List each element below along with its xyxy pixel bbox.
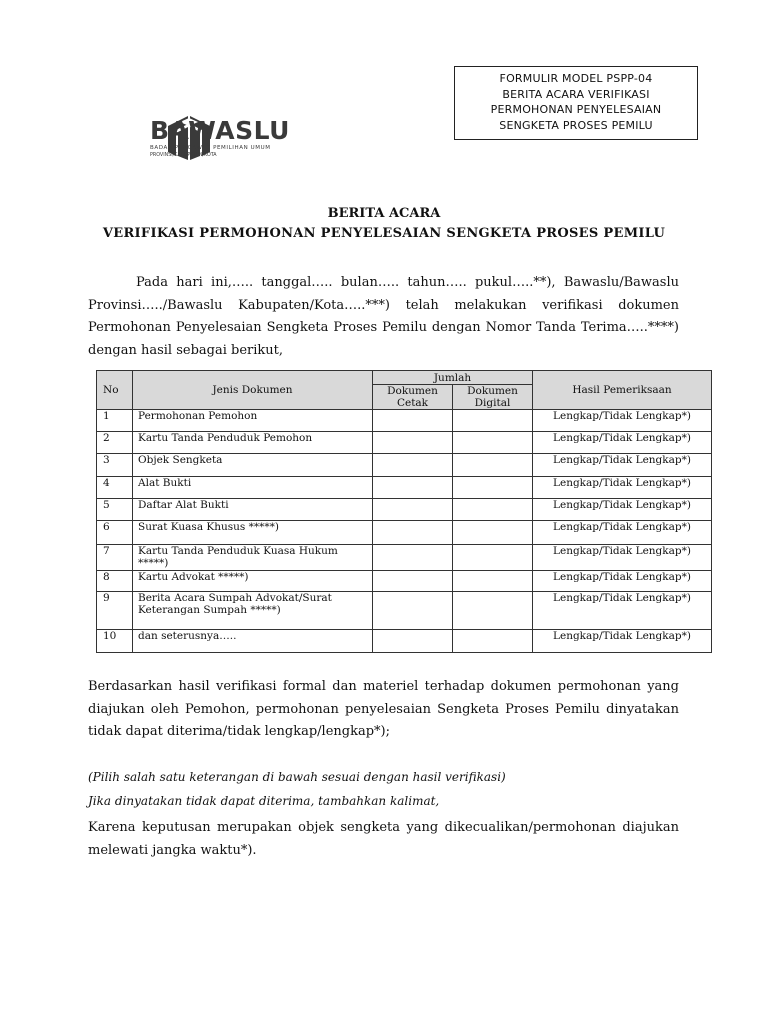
row-hasil-pemeriksaan: Lengkap/Tidak Lengkap*)	[533, 432, 712, 454]
row-dokumen-digital	[453, 499, 533, 521]
row-number: 9	[97, 592, 133, 630]
row-hasil-pemeriksaan: Lengkap/Tidak Lengkap*)	[533, 630, 712, 653]
row-number: 3	[97, 454, 133, 477]
row-dokumen-cetak	[373, 499, 453, 521]
row-dokumen-cetak	[373, 410, 453, 432]
row-number: 5	[97, 499, 133, 521]
row-dokumen-digital	[453, 454, 533, 477]
row-number: 2	[97, 432, 133, 454]
document-table-body	[97, 410, 712, 653]
table-row	[97, 410, 712, 432]
table-row	[97, 592, 712, 630]
row-hasil-pemeriksaan: Lengkap/Tidak Lengkap*)	[533, 521, 712, 545]
row-jenis-dokumen: dan seterusnya…..	[133, 630, 373, 653]
row-dokumen-digital	[453, 592, 533, 630]
instruction-note: (Pilih salah satu keterangan di bawah sesuai dengan hasil verifikasi)	[88, 770, 506, 784]
table-row	[97, 630, 712, 653]
logo-name: BAWASLU	[150, 116, 290, 145]
conclusion-paragraph: Berdasarkan hasil verifikasi formal dan materiel terhadap dokumen permohonan yang diajukan oleh Pemohon, permohonan penyelesaian Sengketa Proses Pemilu dinyatakan tidak dapat diterima/tidak lengkap/lengkap*);	[88, 679, 679, 739]
row-hasil-pemeriksaan: Lengkap/Tidak Lengkap*)	[533, 592, 712, 630]
row-dokumen-digital	[453, 477, 533, 499]
document-subtitle: VERIFIKASI PERMOHONAN PENYELESAIAN SENGKETA PROSES PEMILU	[102, 226, 666, 241]
form-code-line-1: FORMULIR MODEL PSPP-04	[499, 72, 653, 85]
form-code-line-4: SENGKETA PROSES PEMILU	[499, 118, 653, 132]
row-dokumen-cetak	[373, 432, 453, 454]
row-dokumen-digital	[453, 545, 533, 571]
row-number: 10	[97, 630, 133, 653]
row-jenis-dokumen: Daftar Alat Bukti	[133, 499, 373, 521]
row-hasil-pemeriksaan: Lengkap/Tidak Lengkap*)	[533, 545, 712, 571]
row-hasil-pemeriksaan: Lengkap/Tidak Lengkap*)	[533, 454, 712, 477]
row-jenis-dokumen: Kartu Advokat *****)	[133, 571, 373, 592]
row-number: 1	[97, 410, 133, 432]
intro-paragraph	[88, 272, 679, 362]
row-dokumen-digital	[453, 630, 533, 653]
header-hasil-pemeriksaan: Hasil Pemeriksaan	[533, 371, 712, 410]
row-hasil-pemeriksaan: Lengkap/Tidak Lengkap*)	[533, 499, 712, 521]
row-dokumen-cetak	[373, 521, 453, 545]
logo-subtitle-region: PROVINSI/KABUPATEN/KOTA	[150, 153, 217, 158]
row-jenis-dokumen: Objek Sengketa	[133, 454, 373, 477]
header-dokumen-cetak: Dokumen Cetak	[373, 385, 453, 410]
table-row	[97, 432, 712, 454]
row-number: 4	[97, 477, 133, 499]
instruction-note-2: Jika dinyatakan tidak dapat diterima, tambahkan kalimat,	[88, 794, 440, 808]
row-dokumen-cetak	[373, 571, 453, 592]
row-dokumen-cetak	[373, 545, 453, 571]
row-number: 6	[97, 521, 133, 545]
row-dokumen-cetak	[373, 592, 453, 630]
row-dokumen-digital	[453, 521, 533, 545]
row-number: 8	[97, 571, 133, 592]
row-hasil-pemeriksaan: Lengkap/Tidak Lengkap*)	[533, 477, 712, 499]
row-jenis-dokumen: Kartu Tanda Penduduk Kuasa Hukum *****)	[133, 545, 373, 571]
form-code-line-2: BERITA ACARA VERIFIKASI	[502, 87, 650, 101]
row-number: 7	[97, 545, 133, 571]
row-jenis-dokumen: Kartu Tanda Penduduk Pemohon	[133, 432, 373, 454]
row-hasil-pemeriksaan: Lengkap/Tidak Lengkap*)	[533, 571, 712, 592]
row-jenis-dokumen: Alat Bukti	[133, 477, 373, 499]
row-dokumen-cetak	[373, 477, 453, 499]
header-jenis-dokumen: Jenis Dokumen	[133, 371, 373, 410]
header-no: No	[97, 371, 133, 410]
row-jenis-dokumen: Berita Acara Sumpah Advokat/Surat Keterangan Sumpah *****)	[133, 592, 373, 630]
table-row	[97, 571, 712, 592]
row-jenis-dokumen: Surat Kuasa Khusus *****)	[133, 521, 373, 545]
header-jumlah: Jumlah	[373, 371, 533, 385]
row-dokumen-digital	[453, 571, 533, 592]
row-dokumen-cetak	[373, 454, 453, 477]
row-dokumen-cetak	[373, 630, 453, 653]
intro-text: Pada hari ini,….. tanggal….. bulan….. tahun….. pukul…..**), Bawaslu/Bawaslu Provinsi…../Bawaslu Kabupaten/Kota…..***) telah melakukan verifikasi dokumen Permohonan Penyelesaian Sengketa Proses Pemilu dengan Nomor Tanda Terima…..****) dengan hasil sebagai berikut,	[88, 275, 679, 358]
table-row	[97, 477, 712, 499]
table-row	[97, 499, 712, 521]
table-row	[97, 521, 712, 545]
document-table	[96, 370, 712, 653]
form-code-box	[454, 66, 698, 140]
row-dokumen-digital	[453, 410, 533, 432]
header-dokumen-digital: Dokumen Digital	[453, 385, 533, 410]
reason-paragraph: Karena keputusan merupakan objek sengketa yang dikecualikan/permohonan diajukan melewati jangka waktu*).	[88, 820, 679, 858]
document-title: BERITA ACARA	[327, 206, 441, 221]
logo-subtitle: BADAN PENGAWAS PEMILIHAN UMUM	[150, 145, 271, 151]
row-jenis-dokumen: Permohonan Pemohon	[133, 410, 373, 432]
row-dokumen-digital	[453, 432, 533, 454]
row-hasil-pemeriksaan: Lengkap/Tidak Lengkap*)	[533, 410, 712, 432]
table-row	[97, 545, 712, 571]
table-row	[97, 454, 712, 477]
form-code-line-3: PERMOHONAN PENYELESAIAN	[490, 103, 662, 116]
